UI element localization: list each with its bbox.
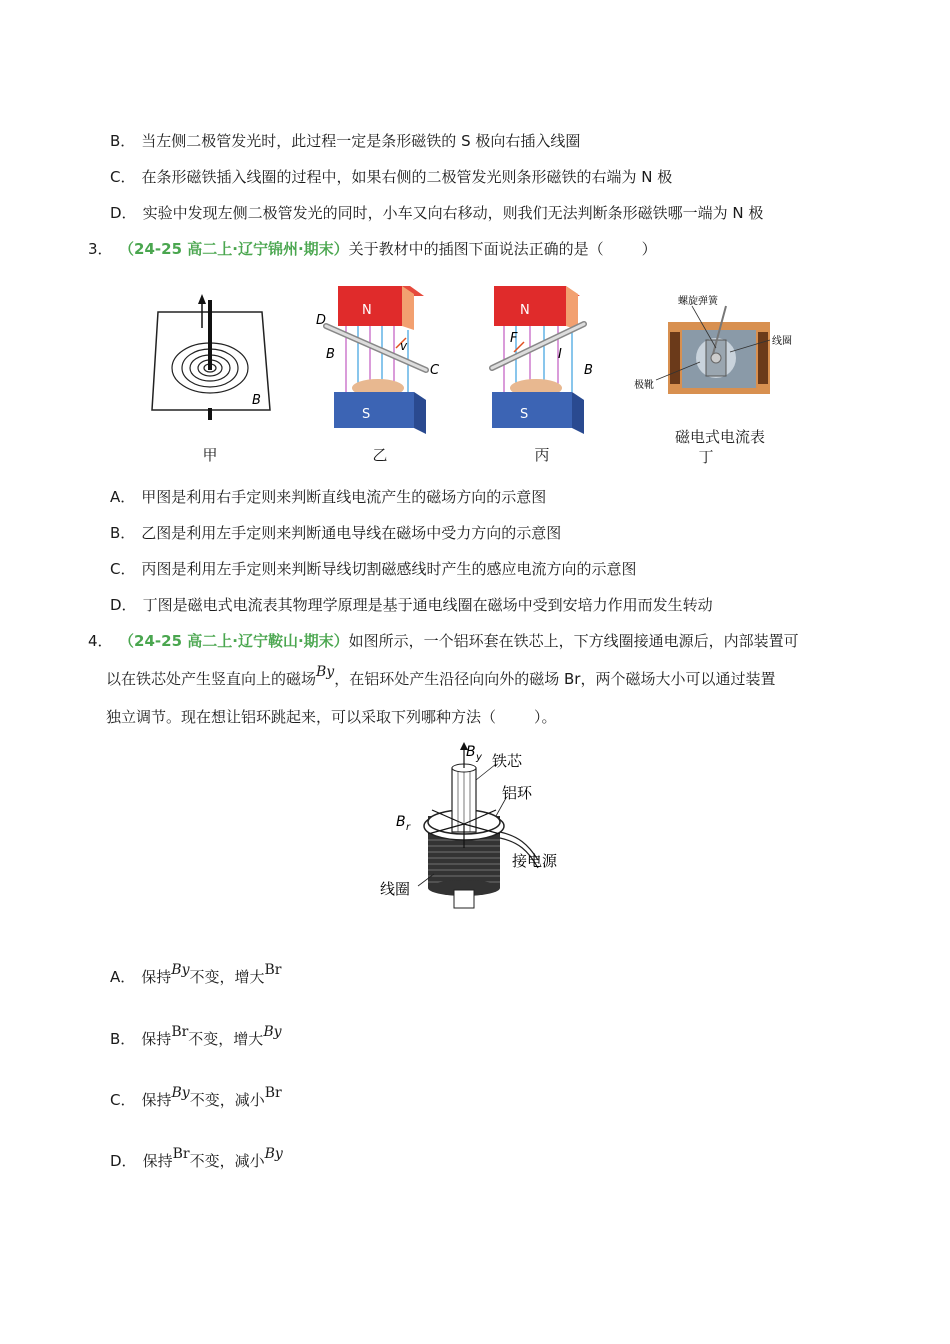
q3-option-a: A． 甲图是利用右手定则来判断直线电流产生的磁场方向的示意图 — [110, 488, 547, 506]
ding-label-coil: 线圈 — [772, 336, 792, 347]
q4-label-by: B — [466, 744, 476, 760]
caption-yi: 乙 — [372, 446, 388, 464]
q4-label-power: 接电源 — [512, 852, 558, 870]
question-4-stem-line1: 4． （24-25 高二上·辽宁鞍山·期末）如图所示，一个铝环套在铁芯上，下方线圈接通电源后，内部装置可 — [88, 632, 799, 650]
question-3-stem: 3． （24-25 高二上·辽宁锦州·期末）关于教材中的插图下面说法正确的是（ ） — [88, 240, 657, 258]
question-4-stem-line2: 以在铁芯处产生竖直向上的磁场By，在铝环处产生沿径向向外的磁场 Br，两个磁场大小可以通过装置 — [106, 664, 776, 688]
bing-label-n: N — [520, 303, 530, 318]
ding-label-spring: 螺旋弹簧 — [678, 296, 718, 307]
option-c-prev: C． 在条形磁铁插入线圈的过程中，如果右侧的二极管发光则条形磁铁的右端为 N 极 — [110, 168, 673, 186]
q3-option-d: D． 丁图是磁电式电流表其物理学原理是基于通电线圈在磁场中受到安培力作用而发生转动 — [110, 596, 713, 614]
q4-label-br-sub: r — [406, 822, 411, 833]
caption-ding-line1: 磁电式电流表 — [674, 428, 765, 446]
q4-option-c: C． 保持By不变，减小Br — [110, 1085, 282, 1109]
q4-option-a: A． 保持By不变，增大Br — [110, 962, 282, 986]
caption-jia: 甲 — [202, 446, 218, 464]
q4-label-core: 铁芯 — [492, 752, 523, 770]
q3-option-b: B． 乙图是利用左手定则来判断通电导线在磁场中受力方向的示意图 — [110, 524, 562, 542]
bing-label-s: S — [520, 407, 529, 422]
jia-label-b: B — [252, 393, 261, 408]
yi-label-d: D — [316, 313, 327, 328]
yi-label-v: v — [400, 339, 408, 353]
question-4-stem-line3: 独立调节。现在想让铝环跳起来，可以采取下列哪种方法（ ）。 — [106, 708, 557, 726]
yi-label-b: B — [326, 347, 335, 362]
caption-bing: 丙 — [534, 446, 550, 464]
q4-label-by-sub: y — [476, 752, 482, 763]
yi-label-c: C — [430, 363, 440, 378]
bing-label-f: F — [510, 331, 518, 346]
option-b-prev: B． 当左侧二极管发光时，此过程一定是条形磁铁的 S 极向右插入线圈 — [110, 132, 581, 150]
yi-label-s: S — [362, 407, 371, 422]
figure-bing — [480, 280, 610, 440]
figure-jia — [140, 290, 280, 420]
question-source: （24-25 高二上·辽宁锦州·期末） — [126, 240, 349, 258]
q4-label-ring: 铝环 — [502, 784, 533, 802]
q4-label-br: B — [396, 814, 406, 830]
caption-ding-line2: 丁 — [698, 448, 714, 466]
q4-option-b: B． 保持Br不变，增大By — [110, 1024, 282, 1048]
option-d-prev: D． 实验中发现左侧二极管发光的同时，小车又向右移动，则我们无法判断条形磁铁哪一端为 N 极 — [110, 204, 764, 222]
question-source: （24-25 高二上·辽宁鞍山·期末） — [126, 632, 349, 650]
bing-label-b: B — [584, 363, 593, 378]
figure-ding — [630, 292, 810, 402]
figure-q4-device — [378, 740, 588, 910]
figure-yi — [310, 280, 450, 440]
q3-option-c: C． 丙图是利用左手定则来判断导线切割磁感线时产生的感应电流方向的示意图 — [110, 560, 637, 578]
ding-label-pole: 极靴 — [634, 380, 654, 391]
bing-label-i: I — [558, 347, 562, 362]
yi-label-n: N — [362, 303, 372, 318]
q4-label-coil: 线圈 — [380, 880, 411, 898]
q4-option-d: D． 保持Br不变，减小By — [110, 1146, 283, 1170]
